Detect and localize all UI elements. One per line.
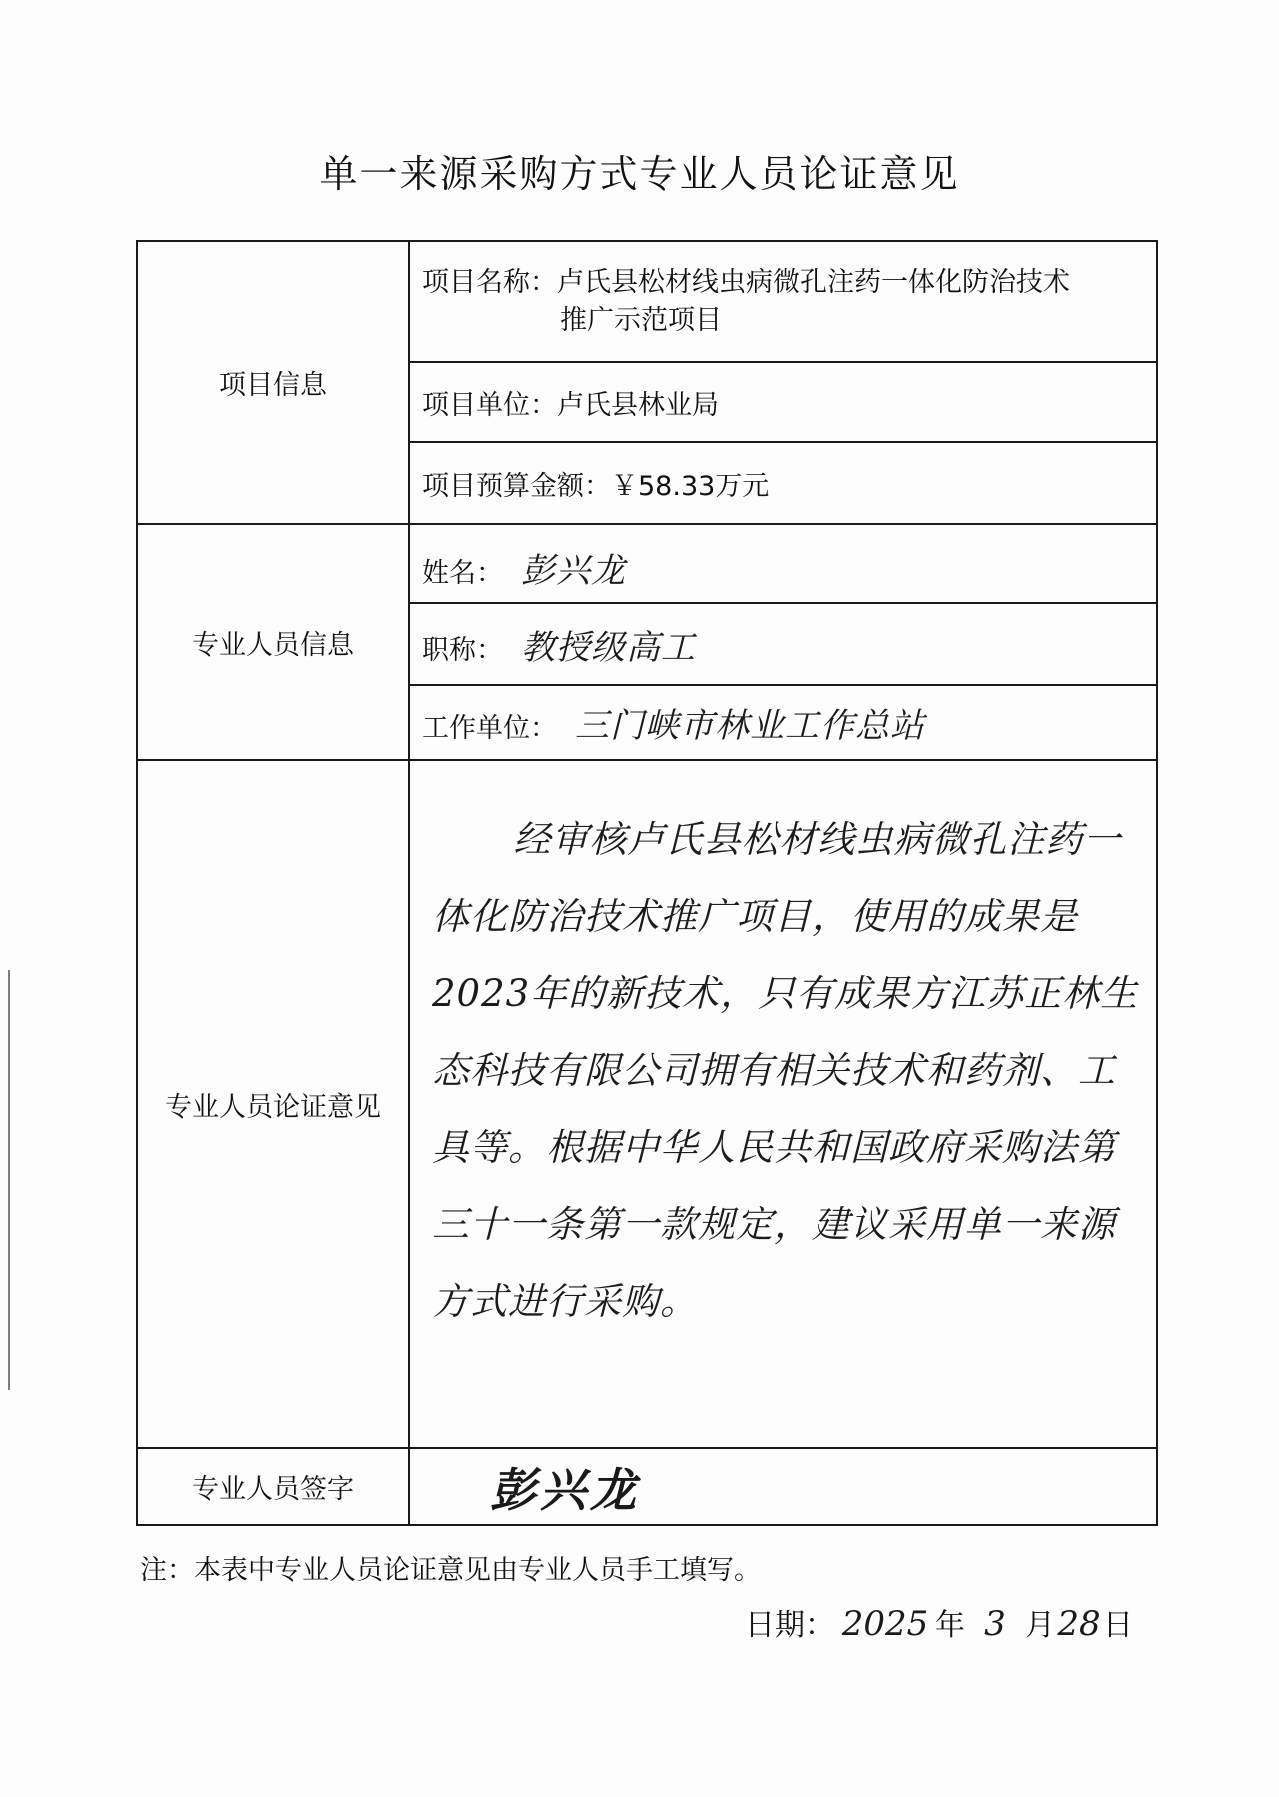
expert-workplace-prefix: 工作单位： xyxy=(422,713,557,744)
date-label: 日期： xyxy=(745,1608,835,1643)
project-unit-value: 卢氏县林业局 xyxy=(557,389,719,421)
date-year-unit: 年 xyxy=(935,1608,965,1643)
opinion-row xyxy=(137,760,1157,1448)
expert-name-prefix: 姓名： xyxy=(422,558,503,589)
expert-title-handwritten: 教授级高工 xyxy=(521,627,696,668)
date-day-handwritten: 28 xyxy=(1057,1604,1101,1644)
date-line xyxy=(745,1600,1133,1644)
justification-form-table xyxy=(136,240,1158,1526)
project-name xyxy=(422,264,1156,340)
opinion-cell xyxy=(409,760,1157,1448)
project-info-label: 项目信息 xyxy=(137,241,409,524)
project-unit-prefix: 项目单位： xyxy=(422,389,557,421)
opinion-handwritten-text: 经审核卢氏县松材线虫病微孔注药一体化防治技术推广项目，使用的成果是2023年的新技术，只有成果方江苏正林生态科技有限公司拥有相关技术和药剂、工具等。根据中华人民共和国政府采购法第三十一条第一款规定，建议采用单一来源方式进行采购。 xyxy=(432,818,1139,1323)
signature-label: 专业人员签字 xyxy=(137,1448,409,1525)
project-unit-cell xyxy=(409,362,1157,442)
footnote: 注：本表中专业人员论证意见由专业人员手工填写。 xyxy=(140,1555,761,1586)
project-name-row xyxy=(137,241,1157,362)
expert-title-cell xyxy=(409,603,1157,685)
handwritten-signature: 彭兴龙 xyxy=(490,1462,640,1517)
expert-name-handwritten: 彭兴龙 xyxy=(521,551,626,591)
expert-name-cell xyxy=(409,524,1157,603)
project-name-cell xyxy=(409,241,1157,362)
expert-workplace-handwritten: 三门峡市林业工作总站 xyxy=(575,706,925,746)
expert-title-prefix: 职称： xyxy=(422,634,503,666)
date-month-unit: 月 xyxy=(1025,1608,1055,1643)
project-budget-prefix: 项目预算金额： xyxy=(422,470,611,502)
document-title: 单一来源采购方式专业人员论证意见 xyxy=(319,152,960,196)
signature-row xyxy=(137,1448,1157,1525)
project-name-line1: 卢氏县松材线虫病微孔注药一体化防治技术 xyxy=(557,266,1070,298)
date-day-unit: 日 xyxy=(1103,1608,1133,1643)
signature-cell xyxy=(409,1448,1157,1525)
opinion-label: 专业人员论证意见 xyxy=(137,760,409,1448)
scan-edge-mark xyxy=(8,970,10,1390)
project-name-line2: 推广示范项目 xyxy=(560,304,722,336)
project-budget-value: ￥58.33万元 xyxy=(611,470,770,502)
expert-info-label: 专业人员信息 xyxy=(137,524,409,760)
date-year-handwritten: 2025 xyxy=(841,1604,929,1644)
expert-name-row xyxy=(137,524,1157,603)
expert-workplace-cell xyxy=(409,685,1157,760)
project-budget-cell xyxy=(409,442,1157,524)
project-name-prefix: 项目名称： xyxy=(422,266,557,298)
date-month-handwritten: 3 xyxy=(984,1604,1006,1644)
